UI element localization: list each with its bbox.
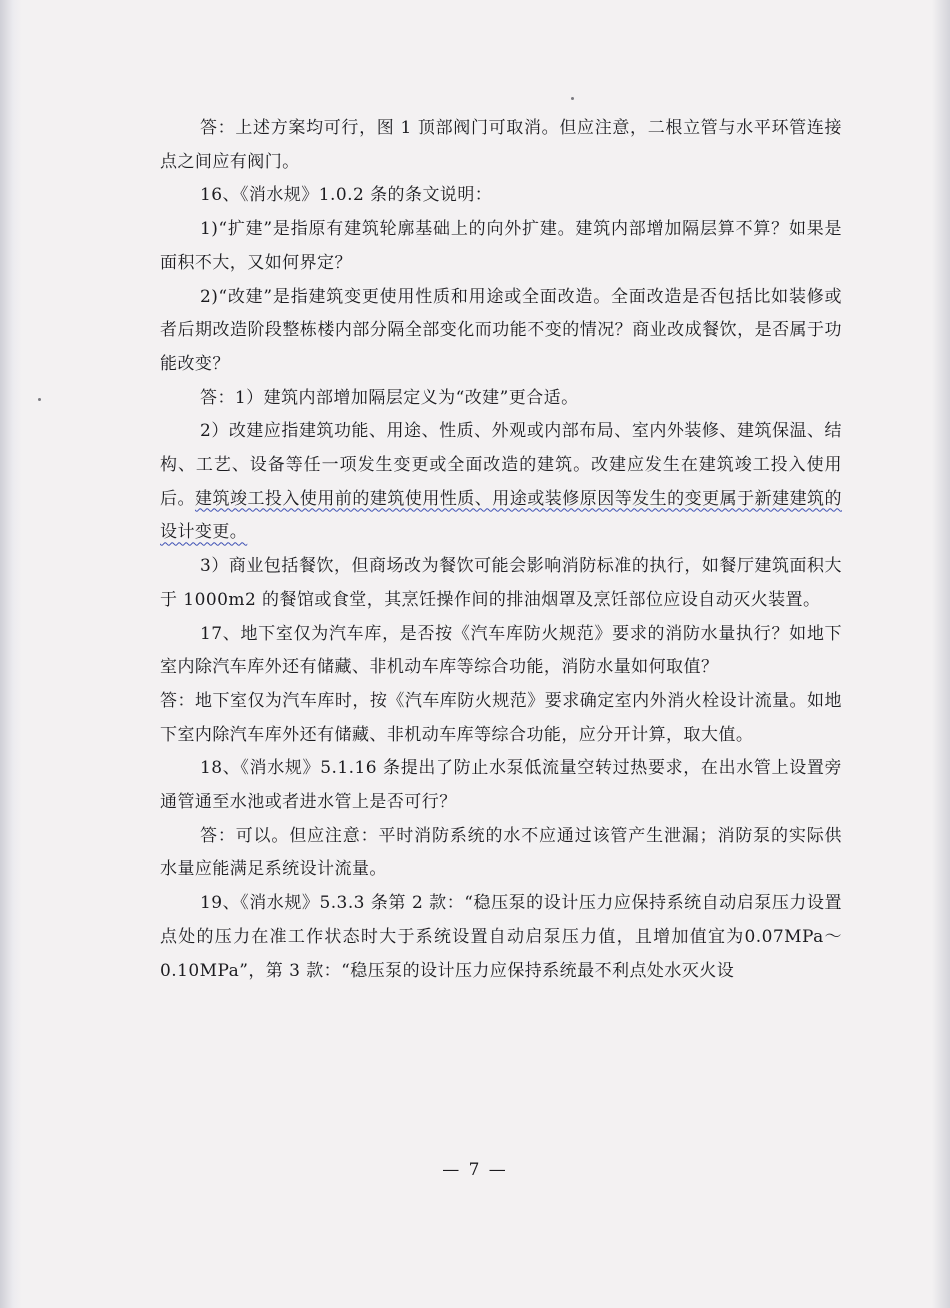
- answer-15: 答：上述方案均可行，图 1 顶部阀门可取消。但应注意，二根立管与水平环管连接点之间应有阀门。: [160, 118, 842, 172]
- document-body: [160, 112, 842, 988]
- scan-speck: [38, 398, 41, 401]
- scan-right-edge: [932, 0, 950, 1308]
- question-16-heading: 16、《消水规》1.0.2 条的条文说明：: [200, 185, 493, 206]
- answer-18: 答：可以。但应注意：平时消防系统的水不应通过该管产生泄漏；消防泵的实际供水量应能满足系统设计流量。: [160, 825, 842, 880]
- answer-17: 答：地下室仅为汽车库时，按《汽车库防火规范》要求确定室内外消火栓设计流量。如地下室内除汽车库外还有储藏、非机动车库等综合功能，应分开计算，取大值。: [160, 690, 842, 745]
- question-16-part-2: 2)“改建”是指建筑变更使用性质和用途或全面改造。全面改造是否包括比如装修或者后期改造阶段整栋楼内部分隔全部变化而功能不变的情况？商业改成餐饮，是否属于功能改变？: [160, 286, 842, 374]
- answer-16-part-2-text: 2）改建应指建筑功能、用途、性质、外观或内部布局、室内外装修、建筑保温、结构、工艺、设备等任一项发生变更或全面改造的建筑。改建应发生在建筑竣工投入使用后。: [160, 421, 842, 509]
- question-18: 18、《消水规》5.1.16 条提出了防止水泵低流量空转过热要求，在出水管上设置旁通管通至水池或者进水管上是否可行？: [160, 758, 842, 813]
- page-number: — 7 —: [442, 1160, 508, 1180]
- question-16-part-1: 1)“扩建”是指原有建筑轮廓基础上的向外扩建。建筑内部增加隔层算不算？如果是面积不大，又如何界定？: [160, 219, 842, 273]
- question-19: 19、《消水规》5.3.3 条第 2 款：“稳压泵的设计压力应保持系统自动启泵压力设置点处的压力在准工作状态时大于系统设置自动启泵压力值，且增加值宜为0.07MPa～0.10MPa”，第 3 款：“稳压泵的设计压力应保持系统最不利点处水灭火设: [160, 893, 842, 981]
- answer-16-part-3: 3）商业包括餐饮，但商场改为餐饮可能会影响消防标准的执行，如餐厅建筑面积大于 1000m2 的餐馆或食堂，其烹饪操作间的排油烟罩及烹饪部位应设自动灭火装置。: [160, 556, 842, 610]
- answer-16-part-1: 答：1）建筑内部增加隔层定义为“改建”更合适。: [200, 387, 579, 408]
- scan-left-edge: [0, 0, 22, 1308]
- question-17: 17、地下室仅为汽车库，是否按《汽车库防火规范》要求的消防水量执行？如地下室内除汽车库外还有储藏、非机动车库等综合功能，消防水量如何取值？: [160, 623, 842, 678]
- answer-16-part-2: [160, 415, 842, 550]
- scan-speck: [571, 97, 574, 100]
- handwritten-underline-text: 建筑竣工投入使用前的建筑使用性质、用途或装修原因等发生的变更属于新建建筑的设计变更。: [160, 488, 842, 543]
